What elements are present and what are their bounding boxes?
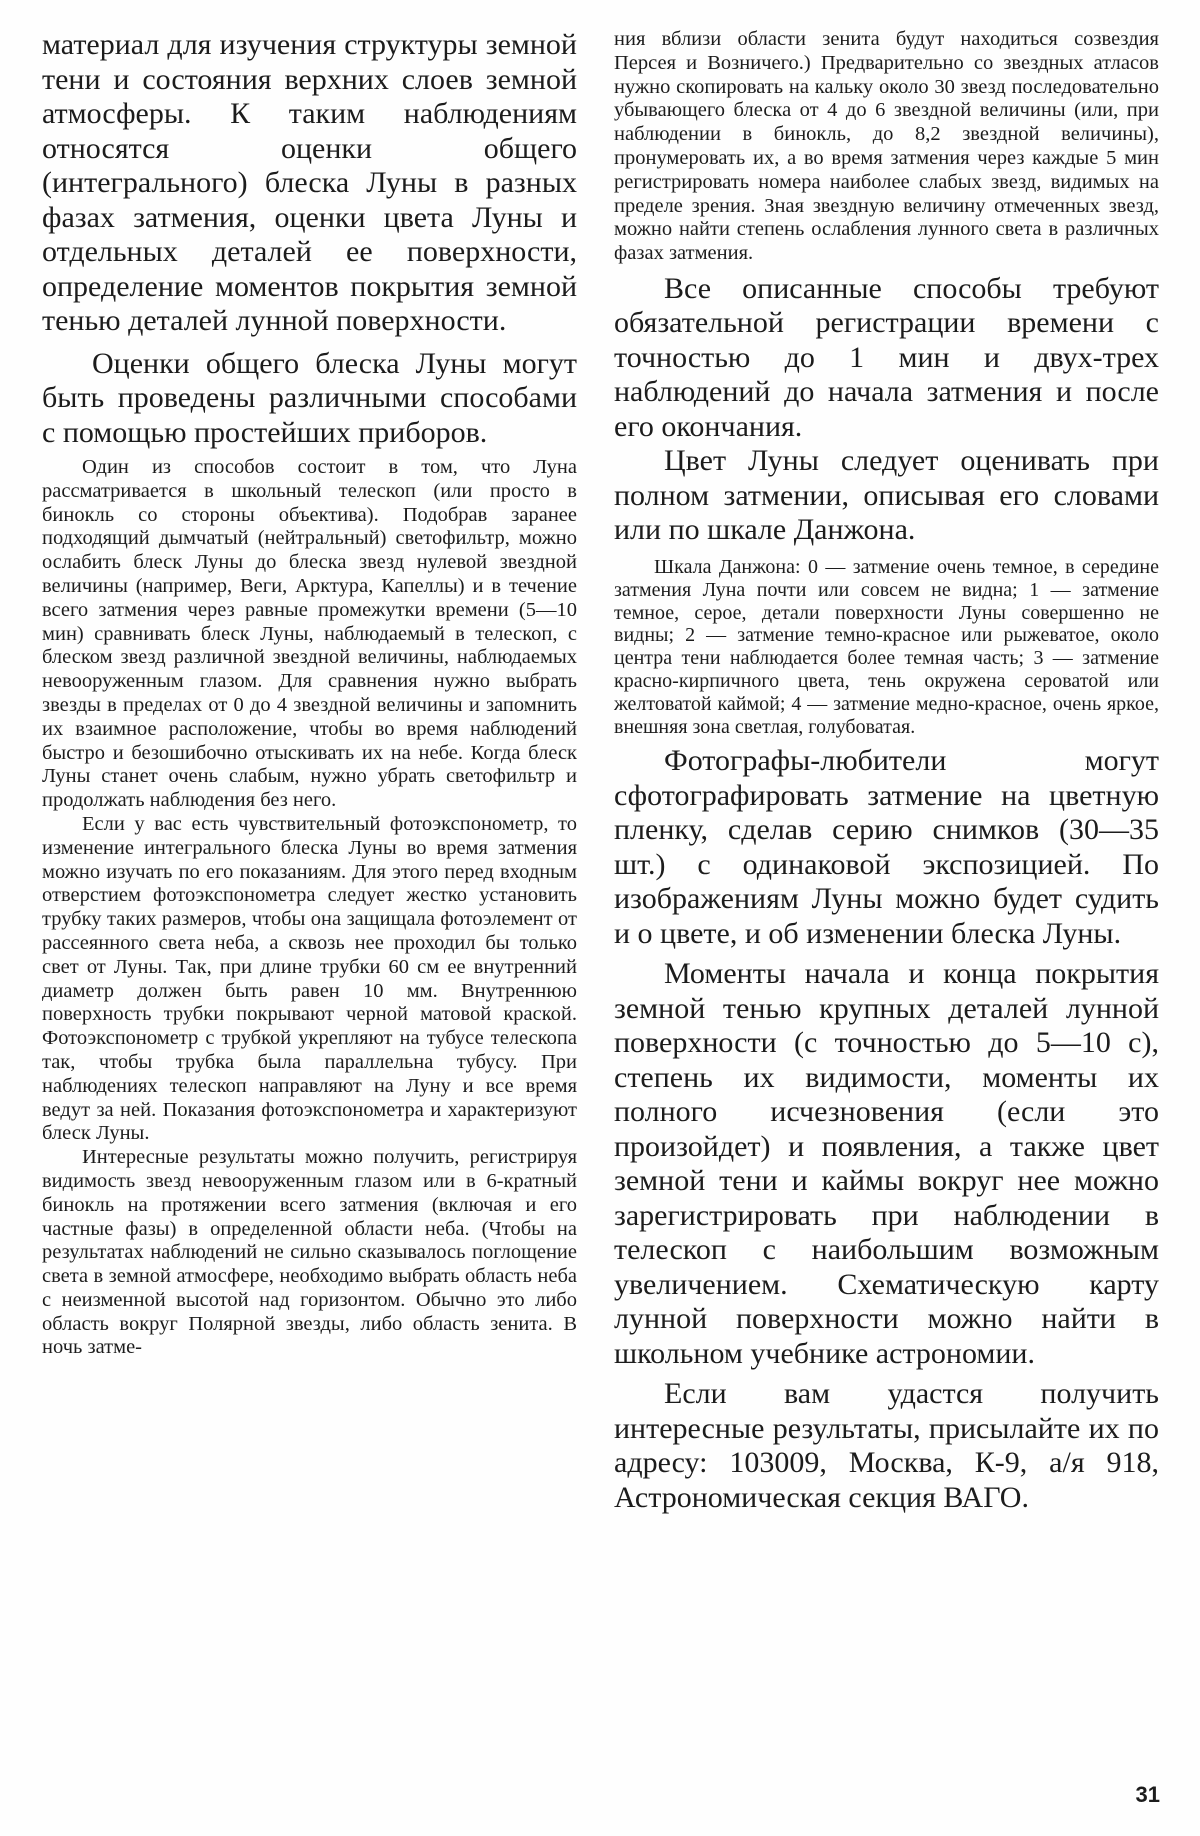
shadow-contacts-paragraph: Моменты начала и конца покрытия земной тенью крупных деталей лунной поверхности (с точностью до 5—10 с), степень их видимости, моменты их полного исчезновения (если это произойдет) и появления, а также цвет земной тени и каймы вокруг нее можно зарегистрировать при наблюдении в телескоп с наибольшим возможным увеличением. Схематическую карту лунной поверхности можно найти в школьном учебнике астрономии. bbox=[614, 957, 1159, 1370]
left-column bbox=[42, 28, 577, 1360]
danjon-scale-paragraph: Шкала Данжона: 0 — затмение очень темное, в середине затмения Луна почти или совсем не видна; 1 — затмение темное, серое, детали поверхности Луны совершенно не видны; 2 — затмение темно-красное или рыжеватое, около центра тени наблюдается более темная часть; 3 — затмение красно-кирпичного цвета, тень окружена сероватой или желтоватой каймой; 4 — затмение медно-красное, очень яркое, внешняя зона светлая, голубоватая. bbox=[614, 555, 1159, 738]
moon-color-paragraph: Цвет Луны следует оценивать при полном затмении, описывая его словами или по шкале Данжона. bbox=[614, 444, 1159, 547]
star-visibility-paragraph: Интересные результаты можно получить, регистрируя видимость звезд невооруженным глазом или в 6-кратный бинокль на протяжении всего затмения (включая и его частные фазы) в определенной области неба. (Чтобы на результатах наблюдений не сильно сказывалось поглощение света в земной атмосфере, необходимо выбрать область неба с неизменной высотой над горизонтом. Обычно это либо область вокруг Полярной звезды, либо область зенита. В ночь затме- bbox=[42, 1146, 577, 1359]
page-number: 31 bbox=[1135, 1782, 1160, 1807]
photometer-method-paragraph: Если у вас есть чувствительный фотоэкспонометр, то изменение интегрального блеска Луны во время затмения можно изучать по его показаниям. Для этого перед входным отверстием фотоэкспонометра следует жестко установить трубку таких размеров, чтобы она защищала фотоэлемент от рассеянного света неба, а сквозь нее проходил бы только свет от Луны. Так, при длине трубки 60 см ее внутренний диаметр должен быть равен 10 мм. Внутреннюю поверхность трубки покрывают черной матовой краской. Фотоэкспонометр с трубкой укрепляют на тубусе телескопа так, чтобы трубка была параллельна тубусу. При наблюдениях телескоп направляют на Луну и все время ведут за ней. Показания фотоэкспонометра и характеризуют блеск Луны. bbox=[42, 812, 577, 1145]
intro-paragraph: материал для изучения структуры земной тени и состояния верхних слоев земной атмосферы. К таким наблюдениям относятся оценки общего (интегрального) блеска Луны в разных фазах затмения, оценки цвета Луны и отдельных деталей ее поверхности, определение моментов покрытия земной тенью деталей лунной поверхности. bbox=[42, 28, 577, 337]
address-paragraph: Если вам удастся получить интересные результаты, присылайте их по адресу: 103009, Москва, К-9, а/я 918, Астрономическая секция ВАГО. bbox=[614, 1377, 1159, 1514]
photography-paragraph: Фотографы-любители могут сфотографировать затмение на цветную пленку, сделав серию снимков (30—35 шт.) с одинаковой экспозицией. По изображениям Луны можно будет судить и о цвете, и об изменении блеска Луны. bbox=[614, 744, 1159, 950]
brightness-methods-paragraph: Оценки общего блеска Луны могут быть проведены различными способами с помощью простейших приборов. bbox=[42, 346, 577, 449]
telescope-method-paragraph: Один из способов состоит в том, что Луна рассматривается в школьный телескоп (или просто в бинокль со стороны объектива). Подобрав заранее подходящий дымчатый (нейтральный) светофильтр, можно ослабить блеск Луны до блеска звезд нулевой звездной величины (например, Веги, Арктура, Капеллы) и в течение всего затмения через равные промежутки времени (5—10 мин) сравнивать блеск Луны, наблюдаемый в телескоп, с блеском звезд различной звездной величины, наблюдаемых невооруженным глазом. Для сравнения нужно выбрать звезды в пределах от 0 до 4 звездной величины и запомнить их взаимное расположение, чтобы во время наблюдений быстро и безошибочно отыскивать их на небе. Когда блеск Луны станет очень слабым, нужно убрать светофильтр и продолжать наблюдения без него. bbox=[42, 456, 577, 812]
star-chart-paragraph: ния вблизи области зенита будут находиться созвездия Персея и Возничего.) Предварительно со звездных атласов нужно скопировать на кальку около 30 звезд последовательно убывающего блеска от 4 до 6 звездной величины (или, при наблюдении в бинокль, до 8,2 звездной величины), пронумеровать их, а во время затмения через каждые 5 мин регистрировать номера наиболее слабых звезд, видимых на пределе зрения. Зная звездную величину отмеченных звезд, можно найти степень ослабления лунного света в различных фазах затмения. bbox=[614, 28, 1159, 265]
time-registration-paragraph: Все описанные способы требуют обязательной регистрации времени с точностью до 1 мин и двух-трех наблюдений до начала затмения и после его окончания. bbox=[614, 271, 1159, 443]
right-column bbox=[614, 28, 1159, 1515]
